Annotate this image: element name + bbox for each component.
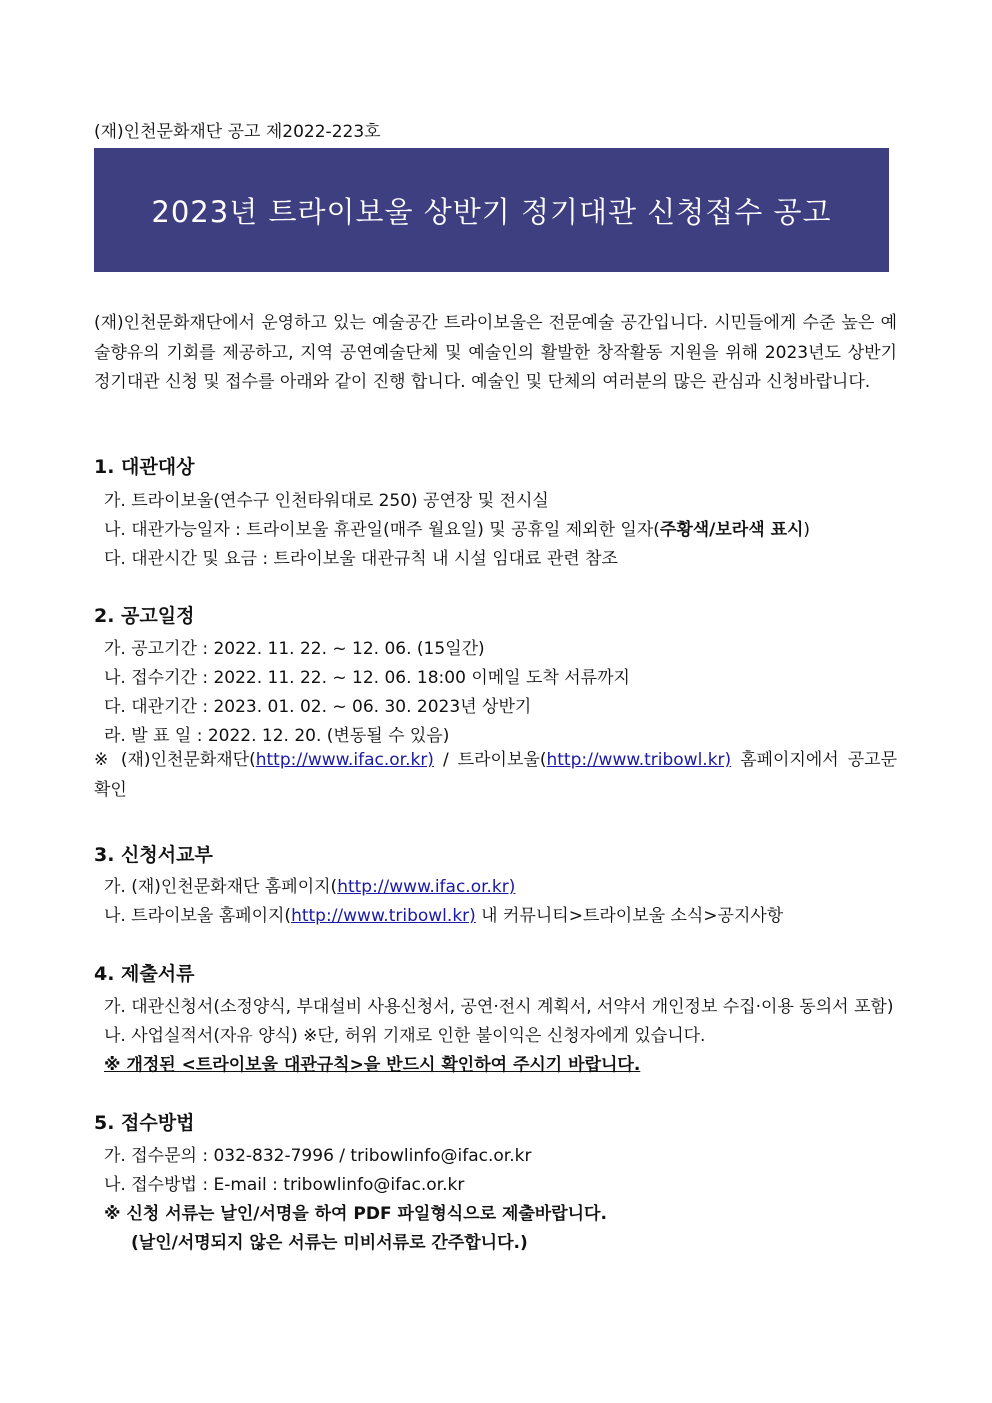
section-2-note-text: ※ (재)인천문화재단(	[94, 750, 256, 770]
section-1-item-b-text: 나. 대관가능일자 : 트라이보울 휴관일(매주 월요일) 및 공휴일 제외한 일자(	[104, 520, 660, 540]
tribowl-homepage-link[interactable]: http://www.tribowl.kr)	[291, 906, 476, 926]
section-2-note-end: 홈페이지에서 공고문 확인	[94, 750, 898, 800]
section-2-item-a: 가. 공고기간 : 2022. 11. 22. ~ 12. 06. (15일간)	[104, 639, 485, 659]
section-5-title: 5. 접수방법	[94, 1112, 195, 1134]
ifac-homepage-link[interactable]: http://www.ifac.or.kr)	[337, 877, 516, 897]
section-2-item-c: 다. 대관기간 : 2023. 01. 02. ~ 06. 30. 2023년 상반기	[104, 697, 532, 717]
section-3-item-b	[104, 901, 783, 926]
section-1-item-c: 다. 대관시간 및 요금 : 트라이보울 대관규칙 내 시설 임대료 관련 참조	[104, 549, 618, 569]
section-3-item-a	[104, 872, 515, 897]
notice-number: (재)인천문화재단 공고 제2022-223호	[94, 122, 381, 142]
section-4-note: ※ 개정된 <트라이보울 대관규칙>을 반드시 확인하여 주시기 바랍니다.	[104, 1055, 641, 1075]
section-2-title: 2. 공고일정	[94, 605, 195, 627]
section-4-item-a: 가. 대관신청서(소정양식, 부대설비 사용신청서, 공연·전시 계획서, 서약서 개인정보 수집·이용 동의서 포함)	[104, 997, 894, 1017]
intro-paragraph: (재)인천문화재단에서 운영하고 있는 예술공간 트라이보울은 전문예술 공간입니다. 시민들에게 수준 높은 예술향유의 기회를 제공하고, 지역 공연예술단체 및 예술인의 활발한 창작활동 지원을 위해 2023년도 상반기 정기대관 신청 및 접수를 아래와 같이 진행 합니다. 예술인 및 단체의 여러분의 많은 관심과 신청바랍니다.	[94, 313, 897, 392]
section-1-item-b	[104, 515, 810, 540]
tribowl-link[interactable]: http://www.tribowl.kr)	[546, 750, 732, 770]
section-4-title: 4. 제출서류	[94, 963, 195, 985]
section-4-item-b: 나. 사업실적서(자유 양식) ※단, 허위 기재로 인한 불이익은 신청자에게 있습니다.	[104, 1026, 706, 1046]
section-2-item-b: 나. 접수기간 : 2022. 11. 22. ~ 12. 06. 18:00 이메일 도착 서류까지	[104, 668, 630, 688]
section-1-title: 1. 대관대상	[94, 456, 195, 478]
section-5-item-b: 나. 접수방법 : E-mail : tribowlinfo@ifac.or.kr	[104, 1175, 465, 1195]
section-3-title: 3. 신청서교부	[94, 844, 213, 866]
section-1-item-a: 가. 트라이보울(연수구 인천타워대로 250) 공연장 및 전시실	[104, 491, 549, 511]
section-2-note-mid: / 트라이보울(	[433, 750, 547, 770]
document-title: 2023년 트라이보울 상반기 정기대관 신청접수 공고	[151, 194, 832, 229]
section-3-item-a-text: 가. (재)인천문화재단 홈페이지(	[104, 877, 338, 897]
section-3-item-b-path: 내 커뮤니티>트라이보울 소식>공지사항	[475, 906, 784, 926]
ifac-link[interactable]: http://www.ifac.or.kr)	[255, 750, 434, 770]
section-5-item-a: 가. 접수문의 : 032-832-7996 / tribowlinfo@ifac.or.kr	[104, 1146, 532, 1166]
section-2-note	[94, 746, 897, 805]
section-5-note-2: (날인/서명되지 않은 서류는 미비서류로 간주합니다.)	[131, 1233, 528, 1253]
color-note: 주황색/보라색 표시	[659, 520, 804, 540]
section-3-item-b-text: 나. 트라이보울 홈페이지(	[104, 906, 292, 926]
title-banner	[94, 148, 889, 272]
section-5-note-1: ※ 신청 서류는 날인/서명을 하여 PDF 파일형식으로 제출바랍니다.	[104, 1204, 607, 1224]
section-2-item-d: 라. 발 표 일 : 2022. 12. 20. (변동될 수 있음)	[104, 726, 450, 746]
section-1-item-b-close: )	[803, 520, 811, 540]
